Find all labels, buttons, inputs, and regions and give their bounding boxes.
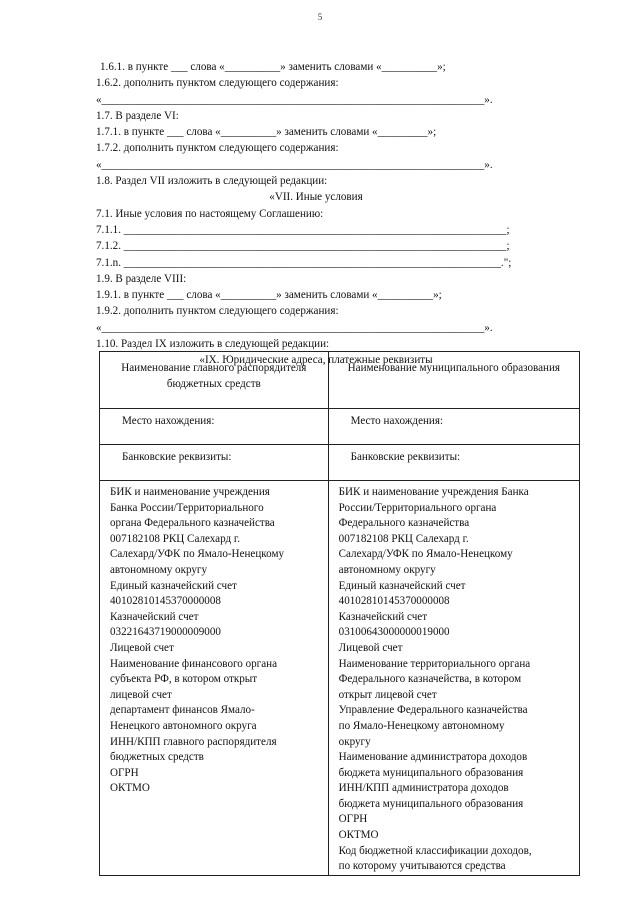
doc-line: 7.1.n. ____________________________________________________________________."; <box>96 256 512 269</box>
detail-line: 40102810145370000008 <box>110 595 221 608</box>
location-right: Место нахождения: <box>328 409 579 445</box>
detail-line: лицевой счет <box>110 688 172 701</box>
details-left <box>100 481 329 876</box>
detail-line: 007182108 РКЦ Салехард г. <box>338 532 469 545</box>
detail-line: Управление Федерального казначейства <box>338 704 528 717</box>
detail-line: 03100643000000019000 <box>338 626 450 639</box>
doc-line: «IX. Юридические адреса, платежные реквизиты <box>199 354 433 367</box>
detail-line: ОГРН <box>338 813 368 826</box>
detail-line: 03221643719000009000 <box>110 626 221 639</box>
detail-line: Лицевой счет <box>110 641 174 654</box>
detail-line: Единый казначейский счет <box>110 579 237 592</box>
detail-line: ИНН/КПП администратора доходов <box>338 782 509 795</box>
document-body <box>96 59 536 369</box>
doc-line: «_____________________________________________________________________». <box>96 321 493 334</box>
detail-line: Единый казначейский счет <box>338 579 466 592</box>
detail-line: Ненецкого автономного округа <box>110 719 257 732</box>
detail-line: Банка России/Территориального <box>110 501 264 514</box>
doc-line: 7.1.1. _____________________________________________________________________; <box>96 223 510 236</box>
detail-line: Наименование финансового органа <box>110 657 278 670</box>
doc-line: 1.9.2. дополнить пунктом следующего содержания: <box>96 305 339 318</box>
detail-line: Казначейский счет <box>338 610 428 623</box>
detail-line: ОКТМО <box>110 782 150 795</box>
requisites-table <box>99 351 580 876</box>
detail-line: Наименование территориального органа <box>338 657 531 670</box>
doc-line: 1.7. В разделе VI: <box>96 109 179 122</box>
detail-line: Федерального казначейства <box>338 517 470 530</box>
doc-line: 7.1. Иные условия по настоящему Соглашению: <box>96 207 324 220</box>
details-right <box>328 481 579 876</box>
detail-line: БИК и наименование учреждения <box>110 486 270 498</box>
detail-line: ОКТМО <box>338 829 379 842</box>
doc-line: «VII. Иные условия <box>269 191 363 204</box>
detail-line: России/Территориального органа <box>338 501 497 514</box>
detail-line: по Ямало-Ненецкому автономному <box>338 719 505 732</box>
detail-line: по которому учитываются средства <box>338 860 506 873</box>
detail-line: субъекта РФ, в котором открыт <box>110 673 258 686</box>
detail-line: Лицевой счет <box>338 641 403 654</box>
detail-line: ИНН/КПП главного распорядителя <box>110 735 277 748</box>
detail-line: Наименование администратора доходов <box>338 751 528 764</box>
bank-right: Банковские реквизиты: <box>328 445 579 481</box>
header-municipality: Наименование муниципального образования <box>328 352 579 409</box>
doc-line: 1.7.1. в пункте ___ слова «__________» заменить словами «_________»; <box>96 126 437 139</box>
detail-line: Салехард/УФК по Ямало-Ненецкому <box>338 548 513 561</box>
detail-line: департамент финансов Ямало- <box>110 704 255 717</box>
detail-line: Код бюджетной классификации доходов, <box>338 844 532 857</box>
doc-line: 1.8. Раздел VII изложить в следующей редакции: <box>96 175 328 188</box>
doc-line: «_____________________________________________________________________». <box>96 158 493 171</box>
detail-line: бюджета муниципального образования <box>338 766 524 779</box>
detail-line: БИК и наименование учреждения Банка <box>338 486 529 498</box>
doc-line: 1.7.2. дополнить пунктом следующего содержания: <box>96 142 339 155</box>
detail-line: ОГРН <box>110 766 139 779</box>
doc-line: «_____________________________________________________________________». <box>96 93 493 106</box>
detail-line: бюджетных средств <box>110 751 204 764</box>
detail-line: органа Федерального казначейства <box>110 517 275 530</box>
bank-left: Банковские реквизиты: <box>100 445 329 481</box>
location-left: Место нахождения: <box>100 409 329 445</box>
doc-line: 7.1.2. _____________________________________________________________________; <box>96 240 510 253</box>
detail-line: Федерального казначейства, в котором <box>338 673 522 686</box>
doc-line: 1.9. В разделе VIII: <box>96 272 187 285</box>
detail-line: 007182108 РКЦ Салехард г. <box>110 532 240 545</box>
detail-line: открыт лицевой счет <box>338 688 437 701</box>
header-grantor: Наименование главного распорядителя бюджетных средств <box>100 352 329 409</box>
detail-line: автономному округу <box>110 563 208 576</box>
doc-line: 1.6.2. дополнить пунктом следующего содержания: <box>96 77 339 90</box>
page-number: 5 <box>317 12 323 22</box>
doc-line: 1.6.1. в пункте ___ слова «__________» заменить словами «__________»; <box>100 61 446 73</box>
detail-line: округу <box>338 735 371 748</box>
detail-line: Казначейский счет <box>110 610 199 623</box>
doc-line: 1.10. Раздел IX изложить в следующей редакции: <box>96 338 330 351</box>
detail-line: бюджета муниципального образования <box>338 797 524 810</box>
detail-line: 40102810145370000008 <box>338 595 450 608</box>
detail-line: автономному округу <box>338 563 436 576</box>
doc-line: 1.9.1. в пункте ___ слова «__________» заменить словами «__________»; <box>96 289 442 302</box>
detail-line: Салехард/УФК по Ямало-Ненецкому <box>110 548 285 561</box>
